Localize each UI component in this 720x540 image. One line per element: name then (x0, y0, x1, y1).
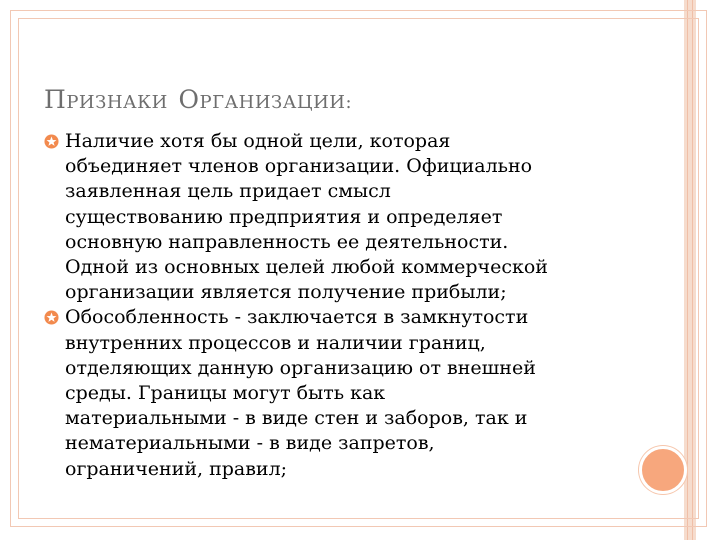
slide-title (44, 78, 352, 116)
bullet-line: организации является получение прибыли; (65, 281, 507, 304)
bullet-line: среды. Границы могут быть как (65, 382, 386, 405)
bullet-line: нематериальными - в виде запретов, (65, 432, 435, 455)
title-initial: П (44, 85, 67, 114)
decorative-circle (639, 446, 687, 494)
bullet-line: основную направленность ее деятельности. (65, 230, 509, 253)
star-bullet-icon (44, 134, 59, 149)
bullet-line: заявленная цель придает смысл (65, 180, 391, 203)
bullet-item (44, 305, 644, 481)
star-bullet-icon (44, 310, 59, 325)
title-colon: : (345, 92, 353, 113)
bullet-line: Одной из основных целей любой коммерческой (65, 256, 548, 279)
bullet-line: материальными - в виде стен и заборов, так и (65, 407, 528, 430)
bullet-line: объединяет членов организации. Официально (65, 155, 533, 178)
bullet-line: Обособленность - заключается в замкнутости (65, 306, 529, 329)
bullet-line: существованию предприятия и определяет (65, 205, 503, 228)
title-word: РГАНИЗАЦИИ (199, 92, 346, 113)
title-word: РИЗНАКИ (66, 92, 168, 113)
bullet-line: отделяющих данную организацию от внешней (65, 356, 536, 379)
bullet-line: ограничений, правил; (65, 457, 288, 480)
bullet-line: внутренних процессов и наличии границ, (65, 331, 486, 354)
bullet-item (44, 129, 644, 305)
bullet-line: Наличие хотя бы одной цели, которая (65, 130, 451, 152)
slide-body (44, 129, 644, 482)
title-initial: О (178, 85, 200, 114)
